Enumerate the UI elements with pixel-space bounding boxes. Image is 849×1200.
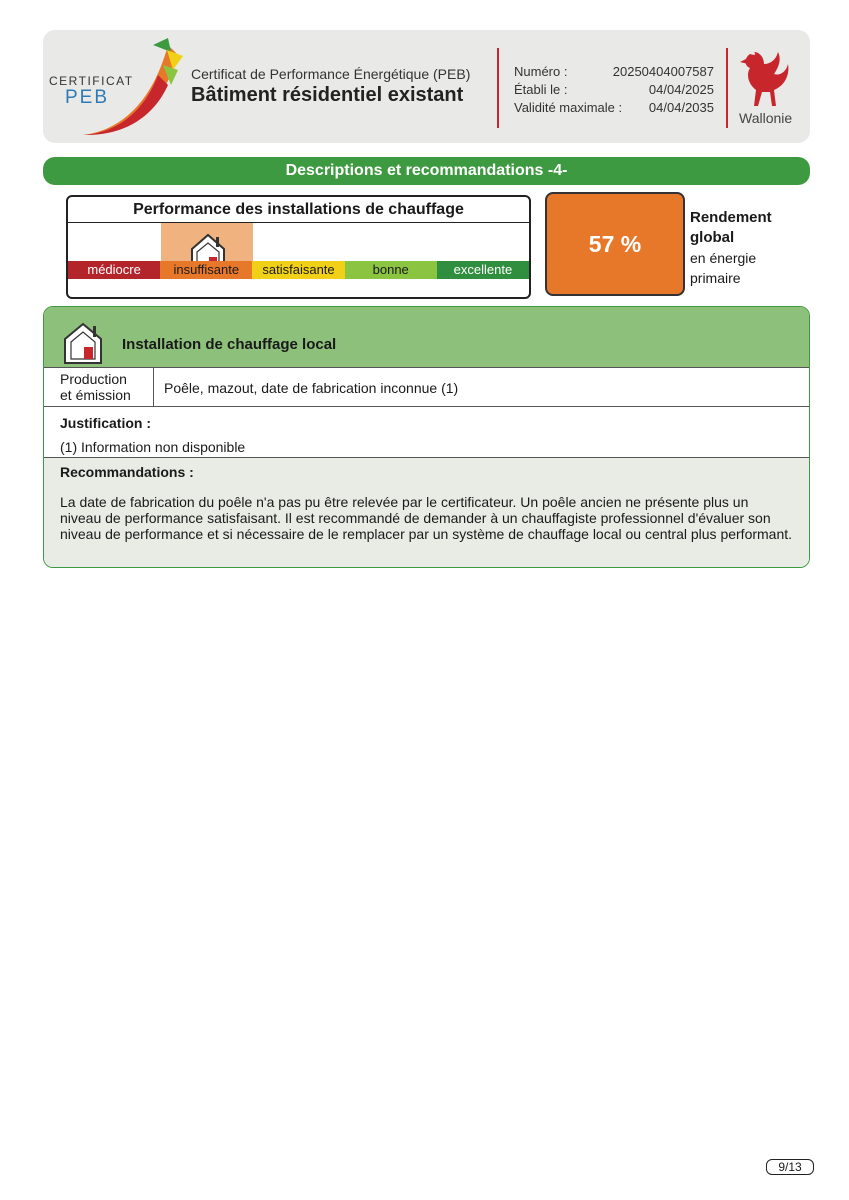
heating-performance-scale xyxy=(66,195,531,299)
production-value: Poêle, mazout, date de fabrication inconnue (1) xyxy=(164,380,459,396)
justification-label: Justification : xyxy=(60,415,152,431)
production-label-line1: Production xyxy=(60,371,127,387)
level-bonne: bonne xyxy=(345,261,437,279)
rendement-label-bold: Rendement global xyxy=(690,209,772,246)
wallonie-rooster-icon xyxy=(736,44,796,114)
meta-label: Numéro : xyxy=(514,64,568,79)
meta-label: Établi le : xyxy=(514,82,568,97)
document-subtitle: Certificat de Performance Énergétique (PEB) xyxy=(191,66,471,82)
region-label: Wallonie xyxy=(739,110,793,126)
production-label xyxy=(44,368,154,406)
meta-row-numero xyxy=(514,63,714,81)
recommendations-text: La date de fabrication du poêle n'a pas pu être relevée par le certificateur. Un poêle ancien ne présente plus un niveau de performance satisfaisant. Il est recommandé de demander à un chauffagiste professionnel d'évaluer son niveau de performance et si nécessaire de le remplacer par un système de chauffage local ou central plus performant. xyxy=(60,494,793,542)
rendement-label-rest: en énergie primaire xyxy=(690,250,757,286)
section-banner: Descriptions et recommandations -4- xyxy=(43,157,810,185)
certificate-meta xyxy=(514,63,714,117)
level-mediocre: médiocre xyxy=(68,261,160,279)
justification-value: (1) Information non disponible xyxy=(60,439,246,455)
meta-row-validite xyxy=(514,99,714,117)
house-heating-icon xyxy=(62,319,104,365)
header xyxy=(43,30,810,143)
meta-label: Validité maximale : xyxy=(514,100,623,115)
installation-title: Installation de chauffage local xyxy=(122,336,337,353)
meta-value: 04/04/2035 xyxy=(648,100,714,115)
logo-text-peb: PEB xyxy=(65,87,110,108)
rendement-label xyxy=(690,208,800,288)
justification-section xyxy=(44,407,809,457)
level-excellente: excellente xyxy=(437,261,529,279)
performance-indicator-area xyxy=(68,223,529,279)
peb-logo xyxy=(43,30,193,143)
installation-header xyxy=(44,307,809,367)
installation-card xyxy=(43,306,810,568)
rendement-value: 57 % xyxy=(545,192,685,296)
production-label-line2: et émission xyxy=(60,387,131,403)
meta-row-etabli xyxy=(514,81,714,99)
logo-text-certificat: CERTIFICAT xyxy=(49,74,134,88)
production-row xyxy=(44,367,809,407)
level-insuffisante: insuffisante xyxy=(160,261,252,279)
meta-value: 20250404007587 xyxy=(612,64,714,79)
level-satisfaisante: satisfaisante xyxy=(252,261,344,279)
header-divider xyxy=(497,48,499,128)
page-number: 9/13 xyxy=(766,1159,814,1175)
document-title: Bâtiment résidentiel existant xyxy=(191,84,464,106)
performance-title: Performance des installations de chauffage xyxy=(68,197,529,223)
performance-levels xyxy=(68,261,529,279)
meta-value: 04/04/2025 xyxy=(648,82,714,97)
recommendations-label: Recommandations : xyxy=(60,464,194,480)
header-divider xyxy=(726,48,728,128)
recommendations-section xyxy=(44,457,809,567)
